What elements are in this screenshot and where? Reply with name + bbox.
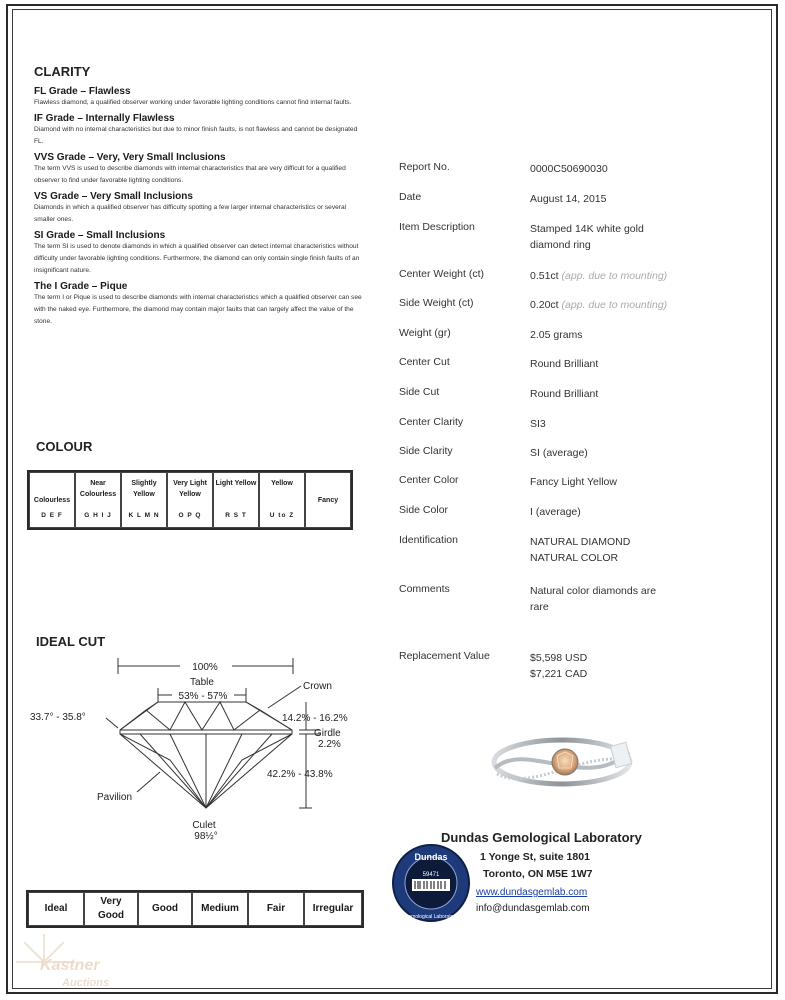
report-value: Round Brilliant [530,388,599,400]
colour-letters: O P Q [178,512,202,519]
cut-grade-ideal: Ideal [28,892,84,926]
lab-address-line2: Toronto, ON M5E 1W7 [483,868,593,880]
colour-letters: U to Z [269,512,295,519]
colour-name: Near Colourless [79,480,117,498]
clarity-section [34,64,364,328]
report-label: Replacement Value [399,650,490,662]
crown-label: Crown [303,681,332,692]
report-label: Center Color [399,474,459,486]
grade-title-i: The I Grade – Pique [34,281,128,292]
colour-letters: R S T [225,512,247,519]
colour-letters: G H I J [84,512,112,519]
colour-scale-table [27,470,353,530]
colour-cell-light-yellow [213,472,259,528]
pavilion-label: Pavilion [97,792,133,803]
colour-name: Light Yellow [215,480,257,487]
colour-cell-fancy [305,472,351,528]
colour-cell-yellow [259,472,305,528]
report-label: Date [399,191,422,203]
colour-letters: D E F [41,512,63,519]
grade-title-si: SI Grade – Small Inclusions [34,230,166,241]
report-value: Stamped 14K white gold diamond ring [530,223,644,251]
report-value: Fancy Light Yellow [530,476,617,488]
report-note: (app. due to mounting) [561,270,668,282]
seal-top-text: Dundas [414,852,448,862]
crown-angle-label: 33.7° - 35.8° [30,712,86,723]
cut-grade-very-good: Very Good [84,892,138,926]
colour-name: Fancy [317,496,339,504]
report-label: Center Clarity [399,416,464,428]
lab-website-link[interactable]: www.dundasgemlab.com [476,887,588,898]
grade-desc-vvs: The term VVS is used to describe diamonds with internal characteristics that are very difficult for a qualified observer to find under favorable lighting conditions. [34,165,346,184]
report-note: (app. due to mounting) [561,299,668,311]
ring-photo [487,722,637,802]
report-value: 2.05 grams [530,329,583,341]
cut-grade-medium: Medium [192,892,248,926]
colour-cell-very-light-yellow [167,472,213,528]
colour-name: Yellow [271,480,293,487]
cut-grade-table [26,890,364,928]
watermark-line2: Auctions [62,977,110,989]
report-value: Natural color diamonds are rare [530,585,657,613]
grade-desc-si: The term SI is used to denote diamonds in which a qualified observer can detect internal characteristics without difficulty under favorable lighting conditions. Furthermore, the diamond can only contain single finish faults of an insignificant nature. [34,243,360,274]
report-label: Side Clarity [399,445,453,457]
colour-name: Colourless [33,496,71,504]
grade-title-if: IF Grade – Internally Flawless [34,113,175,124]
table-range: 53% - 57% [178,691,228,702]
report-label: Identification [399,534,458,546]
ideal-cut-diagram [20,650,370,845]
report-value: 0.51ct [530,270,559,282]
colour-name: Slightly Yellow [131,480,157,498]
girdle-percent: 2.2% [318,739,341,750]
seal-number: 59471 [422,872,440,878]
width-label: 100% [192,662,218,673]
colour-cell-near-colourless [75,472,121,528]
colour-name: Very Light Yellow [173,480,207,498]
report-label: Side Weight (ct) [399,297,474,309]
report-value: August 14, 2015 [530,193,607,205]
report-label: Side Color [399,504,449,516]
report-label: Center Cut [399,356,450,368]
grade-desc-fl: Flawless diamond, a qualified observer working under favorable lighting conditions cannot find internal faults. [34,99,352,106]
report-value: Round Brilliant [530,358,599,370]
grade-desc-vs: Diamonds in which a qualified observer has difficulty spotting a few larger internal characteristics or several smaller ones. [34,204,347,223]
lab-address-line1: 1 Yonge St, suite 1801 [480,851,590,863]
cut-grade-irregular: Irregular [304,892,362,926]
watermark-line1: Kastner [40,957,100,974]
grade-title-fl: FL Grade – Flawless [34,86,131,97]
cut-grade-fair: Fair [248,892,304,926]
report-value: NATURAL DIAMOND NATURAL COLOR [530,536,631,564]
culet-label: Culet [192,820,216,831]
report-label: Side Cut [399,386,440,398]
culet-value: 98½° [194,831,218,842]
grade-desc-if: Diamond with no internal characteristics but due to minor finish faults, is not flawless and cannot be designated FL. [34,126,358,145]
pavilion-depth-label: 42.2% - 43.8% [267,769,333,780]
report-label: Weight (gr) [399,327,451,339]
report-label: Item Description [399,221,475,233]
clarity-title: CLARITY [34,64,91,79]
ideal-cut-title: IDEAL CUT [36,634,106,649]
report-value: I (average) [530,506,581,518]
report-label: Report No. [399,161,450,173]
colour-title: COLOUR [36,439,93,454]
lab-email[interactable]: info@dundasgemlab.com [476,903,590,914]
cut-grade-good: Good [138,892,192,926]
seal-bottom-text: Gemological Laboratory [404,914,458,920]
colour-cell-colourless [29,472,75,528]
colour-cell-slightly-yellow [121,472,167,528]
report-label: Center Weight (ct) [399,268,484,280]
grade-title-vvs: VVS Grade – Very, Very Small Inclusions [34,152,226,163]
report-value: 0000C50690030 [530,163,608,175]
lab-name: Dundas Gemological Laboratory [441,830,642,845]
lab-seal-logo [390,842,472,924]
diamond-outline [120,702,292,808]
grade-desc-i: The term I or Pique is used to describe diamonds with internal characteristics which a qualified observer can see with the naked eye. Furthermore, the diamond may contain major faults that can largely affect the value of the stone. [34,294,362,325]
colour-letters: K L M N [128,512,160,519]
grade-title-vs: VS Grade – Very Small Inclusions [34,191,193,202]
table-label: Table [190,677,214,688]
report-value: SI (average) [530,447,588,459]
report-value: 0.20ct [530,299,559,311]
report-value: SI3 [530,418,546,430]
crown-height-label: 14.2% - 16.2% [282,713,348,724]
auction-watermark [14,932,124,992]
report-label: Comments [399,583,450,595]
report-value: $5,598 USD $7,221 CAD [530,652,588,680]
girdle-label: Girdle [314,728,341,739]
